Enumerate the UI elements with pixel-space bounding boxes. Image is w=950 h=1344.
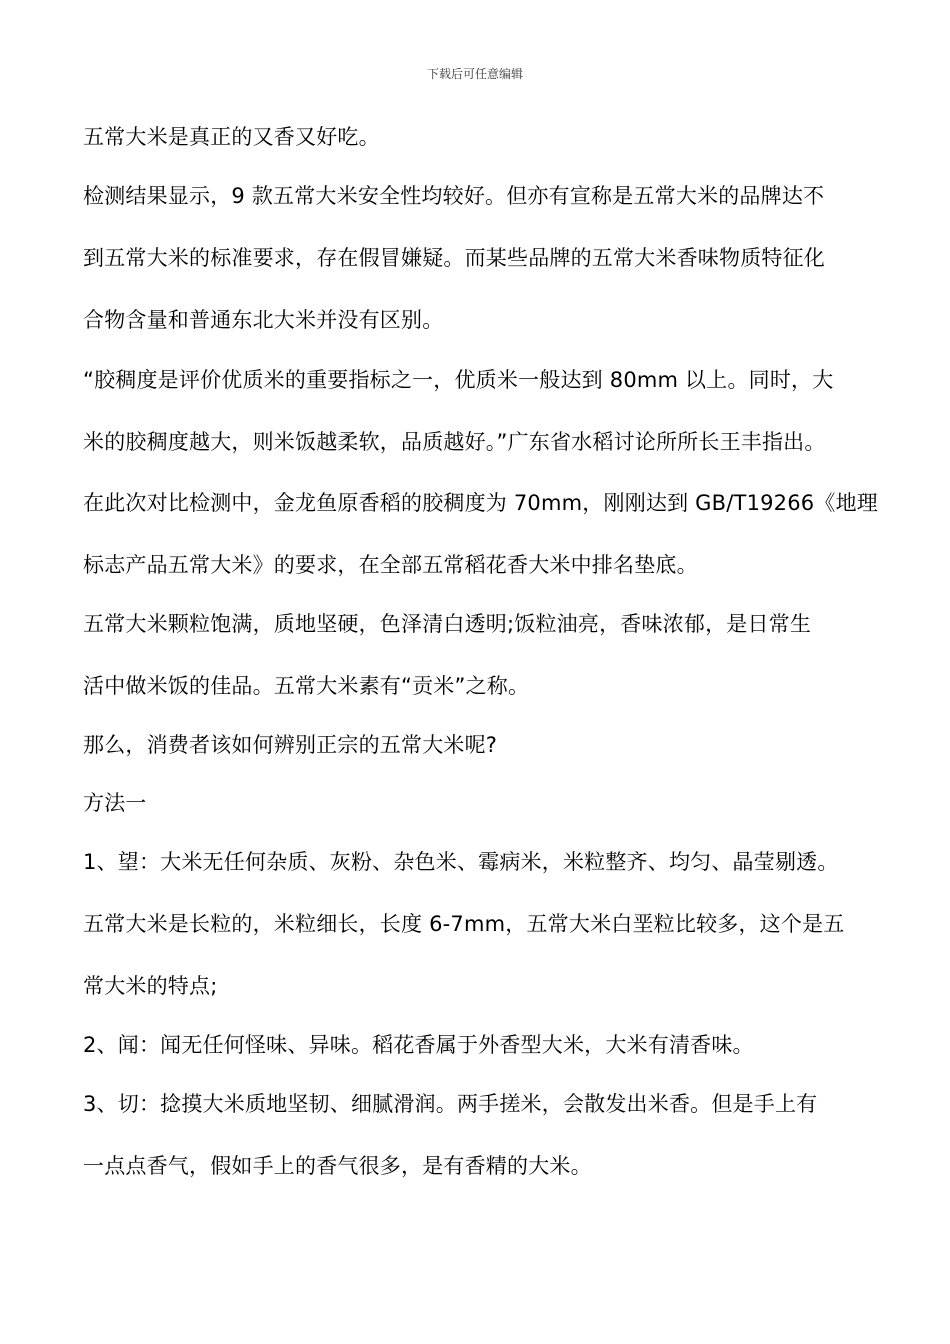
text-line: 2、闻：闻无任何怪味、异味。稻花香属于外香型大米，大米有清香味。 — [83, 1033, 754, 1057]
text-line: 一点点香气，假如手上的香气很多，是有香精的大米。 — [83, 1154, 592, 1178]
text-line: 五常大米颗粒饱满，质地坚硬，色泽清白透明;饭粒油亮，香味浓郁，是日常生 — [83, 612, 812, 636]
text-line: 方法一 — [83, 791, 147, 815]
text-line: “胶稠度是评价优质米的重要指标之一，优质米一般达到 80mm 以上。同时，大 — [83, 368, 834, 392]
text-line: 那么，消费者该如何辨别正宗的五常大米呢? — [83, 733, 498, 757]
text-line: 1、望：大米无任何杂质、灰粉、杂色米、霉病米，米粒整齐、均匀、晶莹剔透。 — [83, 850, 839, 874]
text-line: 在此次对比检测中，金龙鱼原香稻的胶稠度为 70mm，刚刚达到 GB/T19266《地理 — [83, 491, 878, 515]
text-line: 到五常大米的标准要求，存在假冒嫌疑。而某些品牌的五常大米香味物质特征化 — [83, 246, 825, 270]
text-line: 标志产品五常大米》的要求，在全部五常稻花香大米中排名垫底。 — [83, 553, 698, 577]
text-line: 五常大米是长粒的，米粒细长，长度 6-7mm，五常大米白垩粒比较多，这个是五 — [83, 912, 845, 936]
text-line: 五常大米是真正的又香又好吃。 — [83, 125, 380, 149]
page-header: 下载后可任意编辑 — [426, 67, 523, 81]
text-line: 活中做米饭的佳品。五常大米素有“贡米”之称。 — [83, 674, 530, 698]
text-line: 3、切：捻摸大米质地坚韧、细腻滑润。两手搓米，会散发出米香。但是手上有 — [83, 1092, 818, 1116]
text-line: 合物含量和普通东北大米并没有区别。 — [83, 308, 444, 332]
text-line: 常大米的特点; — [83, 974, 218, 998]
text-line: 米的胶稠度越大，则米饭越柔软，品质越好。”广东省水稻讨论所所长王丰指出。 — [83, 430, 826, 454]
text-line: 检测结果显示，9 款五常大米安全性均较好。但亦有宣称是五常大米的品牌达不 — [83, 184, 825, 208]
